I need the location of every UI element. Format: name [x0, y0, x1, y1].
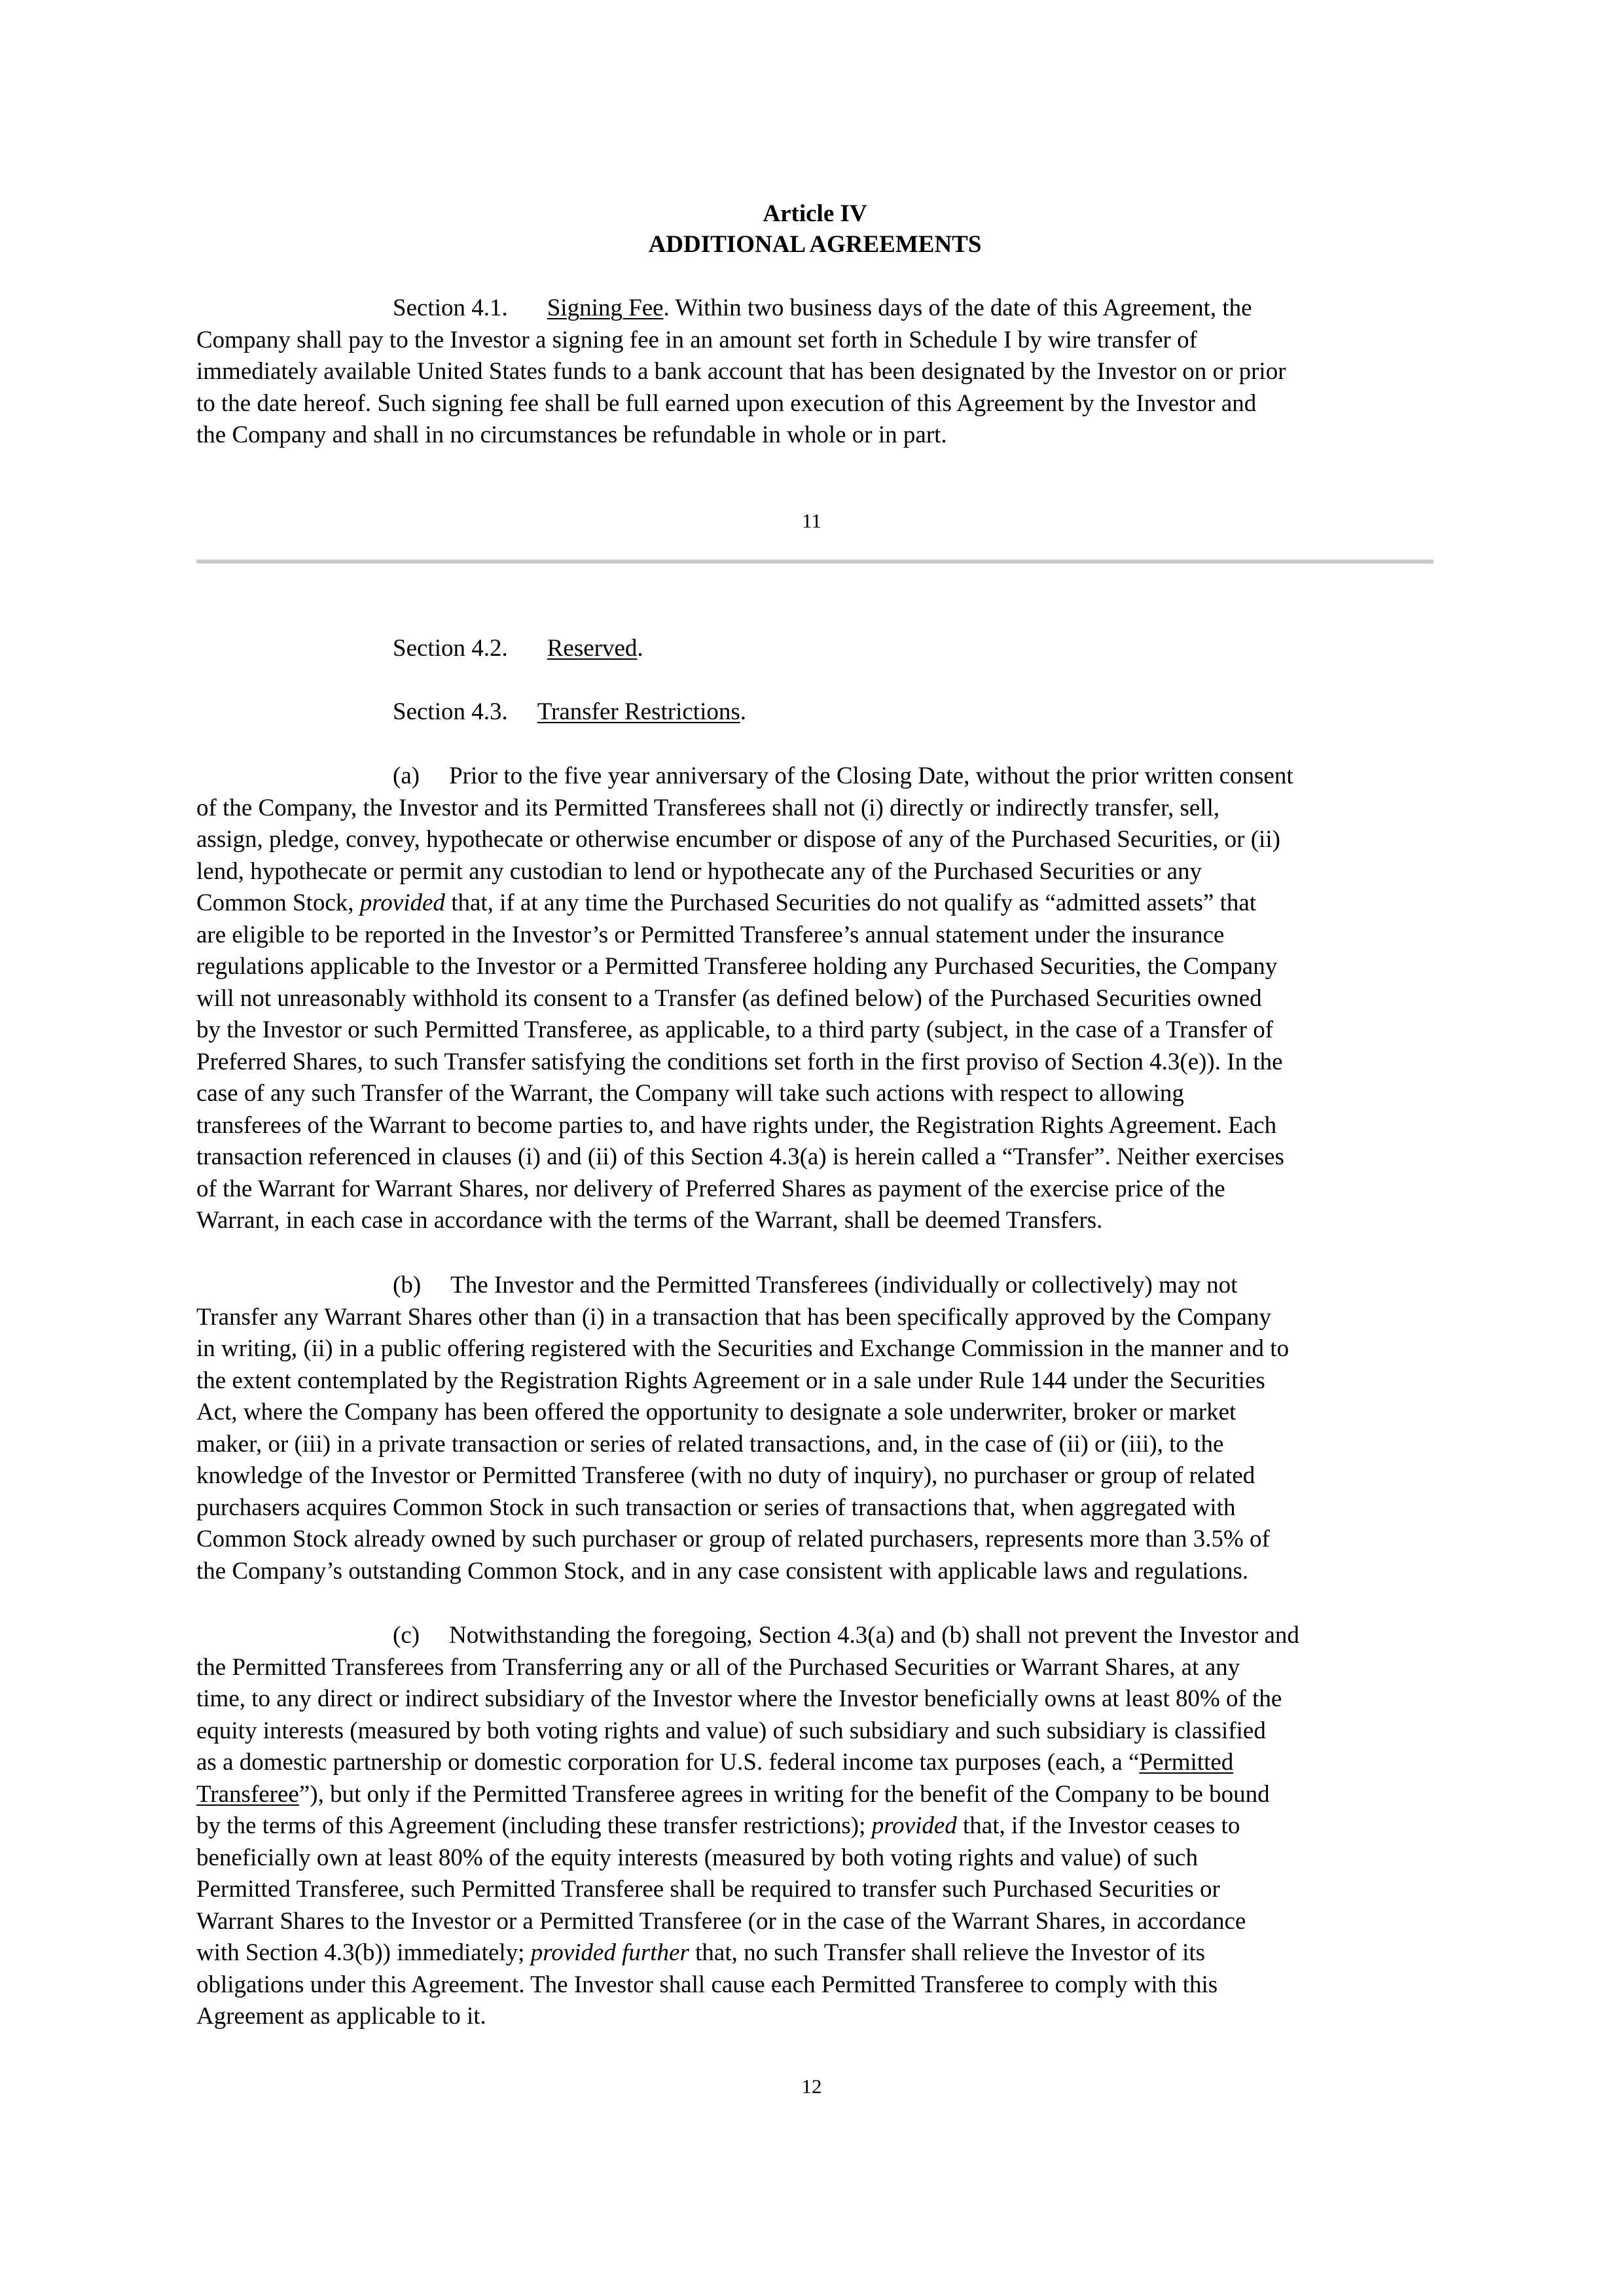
text-line: Agreement as applicable to it. — [196, 2003, 486, 2030]
section-title: Signing Fee — [547, 295, 664, 321]
section-title: Reserved — [547, 635, 638, 662]
text-line: . Within two business days of the date of this Agreement, the — [663, 295, 1252, 321]
text-line: are eligible to be reported in the Investor’s or Permitted Transferee’s annual statement under the insurance — [196, 921, 1225, 948]
text-line: assign, pledge, convey, hypothecate or otherwise encumber or dispose of any of the Purchased Securities, or (ii) — [196, 826, 1280, 853]
text-line: Act, where the Company has been offered the opportunity to designate a sole underwriter, broker or market — [196, 1399, 1236, 1426]
section-4-1 — [196, 293, 1440, 452]
text-line: to the date hereof. Such signing fee shall be full earned upon execution of this Agreement by the Investor and — [196, 389, 1257, 417]
paragraph-label: (a) — [393, 762, 420, 789]
text-line: transaction referenced in clauses (i) and (ii) of this Section 4.3(a) is herein called a “Transfer”. Neither exercises — [196, 1143, 1284, 1170]
text-line: immediately available United States funds to a bank account that has been designated by the Investor on or prior — [196, 358, 1286, 385]
text-line: obligations under this Agreement. The Investor shall cause each Permitted Transferee to comply with this — [196, 1971, 1218, 1998]
text-line: the Company’s outstanding Common Stock, and in any case consistent with applicable laws and regulations. — [196, 1557, 1249, 1585]
text-line: equity interests (measured by both voting rights and value) of such subsidiary and such subsidiary is classified — [196, 1717, 1266, 1744]
text-line: regulations applicable to the Investor or a Permitted Transferee holding any Purchased Securities, the Company — [196, 953, 1278, 980]
text-line: beneficially own at least 80% of the equity interests (measured by both voting rights and value) of such — [196, 1844, 1198, 1871]
text-line: purchasers acquires Common Stock in such transaction or series of transactions that, when aggregated with — [196, 1494, 1236, 1521]
text-line: the Permitted Transferees from Transferring any or all of the Purchased Securities or Warrant Shares, at any — [196, 1653, 1240, 1681]
text-line: the extent contemplated by the Registration Rights Agreement or in a sale under Rule 144 under the Securities — [196, 1367, 1265, 1394]
text-line: knowledge of the Investor or Permitted Transferee (with no duty of inquiry), no purchaser or group of related — [196, 1462, 1255, 1489]
text-line: Preferred Shares, to such Transfer satisfying the conditions set forth in the first proviso of Section 4.3(e)). In the — [196, 1048, 1283, 1075]
text-line: Permitted Transferee, such Permitted Transferee shall be required to transfer such Purchased Securities or — [196, 1876, 1220, 1903]
paragraph-b: (b) The Investor and the Permitted Transferees (individually or collectively) may not Transfer any Warrant Shares other than (i) in a transaction that has been specifically approved by the Company in writing, (ii) in a public offering registered with the Securities and Exchange Commission in the manner and to the extent contemplated by the Registration Rights Agreement or in a sale under Rule 144 under the Securities Act, where the Company has been offered the opportunity to designate a sole underwriter, broker or market maker, or (iii) in a private transaction or series of related transactions, and, in the case of (ii) or (iii), to the knowledge of the Investor or Permitted Transferee (with no duty of inquiry), no purchaser or group of related purchasers acquires Common Stock in such transaction or series of transactions that, when aggregated with Common Stock already owned by such purchaser or group of related purchasers, represents more than 3.5% of the Company’s outstanding Common Stock, and in any case consistent with applicable laws and regulations. — [196, 1270, 1440, 1587]
paragraph-a: (a) Prior to the five year anniversary of the Closing Date, without the prior written consent of the Company, the Investor and its Permitted Transferees shall not (i) directly or indirectly transfer, sell, assign, pledge, convey, hypothecate or otherwise encumber or dispose of any of the Purchased Securities, or (ii) lend, hypothecate or permit any custodian to lend or hypothecate any of the Purchased Securities or any Common Stock, provided that, if at any time the Purchased Securities do not qualify as “admitted assets” that are eligible to be reported in the Investor’s or Permitted Transferee’s annual statement under the insurance regulations applicable to the Investor or a Permitted Transferee holding any Purchased Securities, the Company will not unreasonably withhold its consent to a Transfer (as defined below) of the Purchased Securities owned by the Investor or such Permitted Transferee, as applicable, to a third party (subject, in the case of a Transfer of Preferred Shares, to such Transfer satisfying the conditions set forth in the first proviso of Section 4.3(e)). In the case of any such Transfer of the Warrant, the Company will take such actions with respect to allowing transferees of the Warrant to become parties to, and have rights under, the Registration Rights Agreement. Each transaction referenced in clauses (i) and (ii) of this Section 4.3(a) is herein called a “Transfer”. Neither exercises of the Warrant for Warrant Shares, nor delivery of Preferred Shares as payment of the exercise price of the Warrant, in each case in accordance with the terms of the Warrant, shall be deemed Transfers. — [196, 761, 1440, 1237]
section-title: Transfer Restrictions — [537, 698, 740, 725]
section-number: Section 4.3. — [393, 698, 508, 725]
italic-term: provided — [359, 889, 445, 916]
defined-term: Permitted — [1139, 1749, 1234, 1776]
page-number: 12 — [801, 2075, 822, 2098]
paragraph-label: (b) — [393, 1272, 422, 1299]
defined-term: Transferee — [196, 1780, 299, 1808]
section-number: Section 4.2. — [393, 635, 508, 662]
text-line: by the Investor or such Permitted Transferee, as applicable, to a third party (subject, in the case of a Transfer of — [196, 1016, 1274, 1043]
article-number: Article IV — [763, 200, 867, 227]
text-line: in writing, (ii) in a public offering registered with the Securities and Exchange Commission in the manner and to — [196, 1335, 1290, 1362]
text-line: of the Warrant for Warrant Shares, nor delivery of Preferred Shares as payment of the exercise price of the — [196, 1175, 1225, 1202]
section-number: Section 4.1. — [393, 295, 508, 321]
text-line: of the Company, the Investor and its Permitted Transferees shall not (i) directly or indirectly transfer, sell, — [196, 794, 1220, 821]
italic-term: provided further — [530, 1939, 689, 1966]
text-line: will not unreasonably withhold its consent to a Transfer (as defined below) of the Purchased Securities owned — [196, 984, 1262, 1012]
page-divider — [196, 560, 1434, 564]
paragraph-label: (c) — [393, 1622, 420, 1649]
text-line: the Company and shall in no circumstances be refundable in whole or in part. — [196, 422, 947, 448]
text-line: time, to any direct or indirect subsidiary of the Investor where the Investor beneficially owns at least 80% of the — [196, 1685, 1282, 1712]
article-title: ADDITIONAL AGREEMENTS — [648, 231, 982, 258]
text-line: lend, hypothecate or permit any custodian to lend or hypothecate any of the Purchased Securities or any — [196, 857, 1202, 885]
text-line: Common Stock already owned by such purchaser or group of related purchasers, represents more than 3.5% of — [196, 1526, 1270, 1552]
text-line: case of any such Transfer of the Warrant, the Company will take such actions with respect to allowing — [196, 1080, 1184, 1107]
text-line: Transfer any Warrant Shares other than (i) in a transaction that has been specifically approved by the Company — [196, 1303, 1271, 1331]
section-4-2: Section 4.2. Reserved. — [393, 635, 643, 662]
page-number: 11 — [802, 509, 821, 532]
text-line: Warrant, in each case in accordance with the terms of the Warrant, shall be deemed Transfers. — [196, 1207, 1103, 1234]
italic-term: provided — [871, 1812, 957, 1839]
text-line: Warrant Shares to the Investor or a Permitted Transferee (or in the case of the Warrant Shares, in accordance — [196, 1907, 1246, 1935]
section-4-3: Section 4.3. Transfer Restrictions. — [393, 698, 747, 725]
paragraph-c: (c) Notwithstanding the foregoing, Section 4.3(a) and (b) shall not prevent the Investor and the Permitted Transferees from Transferring any or all of the Purchased Securities or Warrant Shares, at any time, to any direct or indirect subsidiary of the Investor where the Investor beneficially owns at least 80% of the equity interests (measured by both voting rights and value) of such subsidiary and such subsidiary is classified as a domestic partnership or domestic corporation for U.S. federal income tax purposes (each, a “Permitted Transferee”), but only if the Permitted Transferee agrees in writing for the benefit of the Company to be bound by the terms of this Agreement (including these transfer restrictions); provided that, if the Investor ceases to beneficially own at least 80% of the equity interests (measured by both voting rights and value) of such Permitted Transferee, such Permitted Transferee shall be required to transfer such Purchased Securities or Warrant Shares to the Investor or a Permitted Transferee (or in the case of the Warrant Shares, in accordance with Section 4.3(b)) immediately; provided further that, no such Transfer shall relieve the Investor of its obligations under this Agreement. The Investor shall cause each Permitted Transferee to comply with this Agreement as applicable to it. — [196, 1620, 1440, 2033]
text-line: Company shall pay to the Investor a signing fee in an amount set forth in Schedule I by wire transfer of — [196, 326, 1197, 353]
text-line: transferees of the Warrant to become parties to, and have rights under, the Registration Rights Agreement. Each — [196, 1111, 1277, 1139]
text-line: maker, or (iii) in a private transaction or series of related transactions, and, in the case of (ii) or (iii), to the — [196, 1430, 1224, 1458]
